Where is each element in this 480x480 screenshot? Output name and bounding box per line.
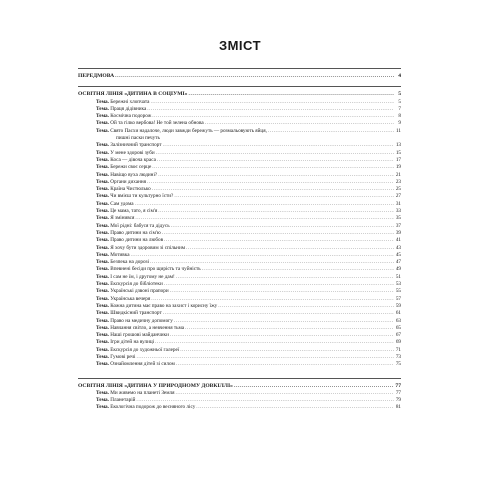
dot-leader (234, 383, 394, 390)
toc-entry-label: Право на медичну допомогу (110, 317, 173, 324)
toc-section-heading (78, 91, 401, 98)
toc-entry-label: Свято Пасхи надалоче, люди завжди бережуть — розмальовують яйця, (110, 127, 267, 134)
toc-entry-label: І сам не їм, і другому не дам! (110, 273, 175, 280)
toc-entry-prefix: Тема. (96, 288, 109, 295)
toc-entry-label: Швидкісний транспорт (110, 310, 162, 317)
dot-leader (174, 318, 394, 325)
toc-entry (78, 325, 401, 332)
toc-entry-label: Бережні хлопчата (110, 98, 150, 105)
toc-entry (78, 288, 401, 295)
toc-entry-page: 77 (395, 389, 401, 396)
dot-leader (135, 215, 394, 222)
toc-entry-label: Праця дідівника (110, 105, 147, 112)
toc-entry-page: 47 (395, 259, 401, 266)
toc-entry-prefix: Тема. (96, 266, 109, 273)
toc-entry-prefix: Тема. (96, 193, 109, 200)
dot-leader (164, 281, 394, 288)
toc-entry-prefix: Тема. (96, 397, 109, 404)
toc-entry-prefix: Тема. (96, 149, 109, 156)
toc-section-label: ОСВІТНЯ ЛІНІЯ «ДИТИНА В СОЦІУМІ» (78, 91, 188, 98)
toc-entry (78, 128, 401, 135)
toc-entry (78, 99, 401, 106)
table-of-contents (78, 68, 401, 412)
toc-entry-prefix: Тема. (96, 171, 109, 178)
toc-entry-prefix: Тема. (96, 346, 109, 353)
dot-leader (162, 230, 394, 237)
dot-leader (151, 99, 395, 106)
toc-entry (78, 397, 401, 404)
toc-entry-prefix: Тема. (96, 237, 109, 244)
toc-entry-page: 4 (398, 73, 401, 79)
section2-entries (78, 390, 401, 412)
toc-entry-prefix: Тема. (96, 142, 109, 149)
toc-entry-label: Впевнені бесіди про щирість та чуйність (110, 266, 201, 273)
toc-entry-prefix: Тема. (96, 156, 109, 163)
dot-leader (170, 288, 394, 295)
dot-leader (185, 325, 394, 332)
toc-entry-prefix: Тема. (96, 120, 109, 127)
toc-entry-page: 61 (395, 310, 401, 317)
toc-entry-page: 65 (395, 324, 401, 331)
dot-leader (171, 223, 394, 230)
toc-entry-page: 57 (395, 295, 401, 302)
toc-entry-page: 15 (395, 149, 401, 156)
toc-entry-preface (78, 73, 401, 80)
dot-leader (157, 157, 394, 164)
toc-entry-label: Це мама, тато, я сім'я (110, 208, 158, 215)
toc-entry (78, 135, 401, 142)
toc-entry-prefix: Тема. (96, 222, 109, 229)
toc-entry-page: 67 (395, 332, 401, 339)
toc-entry-prefix: Тема. (96, 164, 109, 171)
dot-leader (164, 237, 394, 244)
toc-entry (78, 245, 401, 252)
toc-entry (78, 164, 401, 171)
toc-entry-page: 25 (395, 186, 401, 193)
toc-entry (78, 120, 401, 127)
dot-leader (152, 186, 394, 193)
dot-leader (131, 252, 395, 259)
toc-entry-page: 69 (395, 339, 401, 346)
toc-section-label: ОСВІТНЯ ЛІНІЯ «ДИТИНА У ПРИРОДНОМУ ДОВКІЛЛІ» (78, 382, 233, 389)
toc-entry-page: 43 (395, 244, 401, 251)
dot-leader (180, 347, 394, 354)
toc-entry-page: 79 (395, 397, 401, 404)
toc-entry (78, 281, 401, 288)
dot-leader (163, 310, 394, 317)
toc-entry-label: Космічна подорож (110, 113, 152, 120)
toc-section-page: 5 (398, 91, 401, 98)
toc-entry (78, 106, 401, 113)
toc-entry-prefix: Тема. (96, 310, 109, 317)
toc-entry-page: 17 (395, 156, 401, 163)
toc-entry-label: Екскурсія до бібліотеки (110, 281, 163, 288)
toc-entry-page: 19 (395, 164, 401, 171)
dot-leader (150, 259, 394, 266)
toc-entry-label: Екскурсія до художньої галереї (110, 346, 180, 353)
toc-entry (78, 310, 401, 317)
toc-entry-label: Залізничний транспорт (110, 142, 162, 149)
toc-entry-label: пишні паски печуть (116, 135, 160, 142)
toc-entry-page: 21 (395, 171, 401, 178)
dot-leader (205, 120, 394, 127)
dot-leader (170, 332, 394, 339)
toc-entry-page: 55 (395, 288, 401, 295)
toc-entry-label: Коса — дівоча краса (110, 156, 156, 163)
toc-entry-page: 45 (395, 251, 401, 258)
toc-entry-page: 27 (395, 193, 401, 200)
dot-leader (218, 303, 394, 310)
toc-entry-prefix: Тема. (96, 105, 109, 112)
toc-entry-label: Гумові речі (110, 353, 136, 360)
toc-entry-page: 49 (395, 266, 401, 273)
dot-leader (158, 172, 394, 179)
toc-entry (78, 215, 401, 222)
toc-entry-label: Бережи своє серце (110, 164, 152, 171)
toc-entry-label: Країна Чистюлько (110, 186, 151, 193)
toc-entry-label: Екологічна подорож до весняного лісу (110, 404, 196, 411)
dot-leader (175, 390, 394, 397)
toc-entry-page: 71 (395, 346, 401, 353)
toc-entry-prefix: Тема. (96, 251, 109, 258)
toc-entry-page: 81 (395, 404, 401, 411)
toc-entry (78, 186, 401, 193)
toc-entry-label: Ігри дітей на вулиці (110, 339, 155, 346)
dot-leader (147, 106, 394, 113)
toc-entry (78, 223, 401, 230)
toc-entry-label: Ознайомлення дітей зі силом (110, 361, 175, 368)
dot-leader (147, 179, 394, 186)
toc-entry-page: 59 (395, 302, 401, 309)
toc-entry-page: 73 (395, 353, 401, 360)
dot-leader (152, 113, 394, 120)
dot-leader (136, 354, 394, 361)
dot-leader (163, 142, 394, 149)
dot-leader (152, 164, 394, 171)
toc-entry-page: 63 (395, 317, 401, 324)
toc-entry-prefix: Тема. (96, 200, 109, 207)
dot-leader (136, 397, 394, 404)
dot-leader (156, 150, 394, 157)
dot-leader (176, 361, 394, 368)
dot-leader (158, 208, 394, 215)
dot-leader (268, 128, 394, 135)
toc-entry-label: Українська вечеря (110, 295, 151, 302)
toc-entry-prefix: Тема. (96, 259, 109, 266)
page-title: ЗМІСТ (218, 38, 262, 53)
toc-entry (78, 142, 401, 149)
toc-entry-label: Я змінився (110, 215, 135, 222)
toc-entry-label: Органи дихання (110, 178, 147, 185)
toc-entry (78, 339, 401, 346)
toc-entry-page: 7 (398, 105, 401, 112)
toc-entry-prefix: Тема. (96, 229, 109, 236)
toc-entry (78, 201, 401, 208)
toc-entry (78, 208, 401, 215)
dot-leader (135, 201, 394, 208)
toc-entry-label: У мене здорові зуби (110, 149, 155, 156)
toc-entry (78, 113, 401, 120)
toc-entry-label: Навчання світло, а невчення тьма (110, 324, 185, 331)
toc-section-page: 77 (395, 382, 401, 389)
toc-entry-page: 39 (395, 229, 401, 236)
toc-entry (78, 318, 401, 325)
toc-entry-label: Навіщо вуха людині? (110, 171, 158, 178)
toc-entry-prefix: Тема. (96, 389, 109, 396)
toc-entry-label: Безпека на дорозі (110, 259, 150, 266)
toc-entry-page: 33 (395, 208, 401, 215)
toc-entry-prefix: Тема. (96, 186, 109, 193)
toc-entry-prefix: Тема. (96, 273, 109, 280)
toc-entry-label: ПЕРЕДМОВА (78, 73, 115, 79)
toc-entry-prefix: Тема. (96, 332, 109, 339)
toc-entry-page: 11 (396, 127, 401, 134)
toc-entry-page: 5 (398, 98, 401, 105)
toc-entry (78, 172, 401, 179)
toc-entry (78, 237, 401, 244)
toc-entry-page: 35 (395, 215, 401, 222)
toc-entry-page: 9 (398, 120, 401, 127)
toc-entry-prefix: Тема. (96, 295, 109, 302)
toc-entry-prefix: Тема. (96, 215, 109, 222)
toc-entry-label: Право дитини на любов (110, 237, 164, 244)
dot-leader (155, 339, 394, 346)
toc-entry-label: Українські дзвоні прапори (110, 288, 169, 295)
toc-entry-label: Наші грошові майданчики (110, 332, 169, 339)
toc-entry (78, 390, 401, 397)
toc-entry-page: 13 (395, 142, 401, 149)
toc-entry-prefix: Тема. (96, 98, 109, 105)
toc-entry (78, 259, 401, 266)
toc-entry-prefix: Тема. (96, 127, 109, 134)
toc-entry-prefix: Тема. (96, 281, 109, 288)
dot-leader (202, 266, 394, 273)
toc-entry (78, 361, 401, 368)
toc-entry (78, 332, 401, 339)
toc-entry-label: Мої рідні: бабуся та дідусь (110, 222, 170, 229)
toc-entry-label: Я хочу бути здоровим зі спільним (110, 244, 186, 251)
toc-entry-label: Чи вмієш ти культурно їсти? (110, 193, 174, 200)
toc-section-heading (78, 383, 401, 390)
toc-entry (78, 347, 401, 354)
toc-entry-page: 41 (395, 237, 401, 244)
toc-entry-page: 53 (395, 281, 401, 288)
toc-entry (78, 150, 401, 157)
toc-entry (78, 266, 401, 273)
toc-entry-label: Мотивка (110, 251, 130, 258)
toc-entry-label: Планетарій (110, 397, 136, 404)
toc-entry (78, 157, 401, 164)
toc-entry-page: 8 (398, 113, 401, 120)
dot-leader (196, 404, 394, 411)
toc-entry-page: 23 (395, 178, 401, 185)
toc-entry-prefix: Тема. (96, 404, 109, 411)
toc-entry (78, 252, 401, 259)
toc-entry (78, 404, 401, 411)
toc-entry (78, 296, 401, 303)
dot-leader (186, 245, 394, 252)
toc-entry-page: 75 (395, 361, 401, 368)
dot-leader (115, 73, 394, 80)
toc-entry-prefix: Тема. (96, 339, 109, 346)
toc-entry-page: 31 (395, 200, 401, 207)
toc-entry (78, 303, 401, 310)
dot-leader (174, 193, 394, 200)
toc-entry (78, 179, 401, 186)
dot-leader (151, 296, 394, 303)
toc-entry (78, 274, 401, 281)
toc-entry (78, 193, 401, 200)
toc-entry-page: 51 (395, 273, 401, 280)
dot-leader (188, 91, 394, 98)
section1-entries (78, 99, 401, 369)
toc-entry-prefix: Тема. (96, 324, 109, 331)
toc-entry-page: 37 (395, 222, 401, 229)
toc-entry-prefix: Тема. (96, 302, 109, 309)
toc-entry (78, 230, 401, 237)
toc-entry-prefix: Тема. (96, 244, 109, 251)
toc-entry-prefix: Тема. (96, 178, 109, 185)
toc-entry-label: Ой та гілко вербова! Не той зелена обнова (110, 120, 204, 127)
toc-entry-label: Сам удома (110, 200, 134, 207)
toc-entry-prefix: Тема. (96, 317, 109, 324)
toc-entry-label: Право дитини на сім'ю (110, 229, 161, 236)
toc-entry-prefix: Тема. (96, 361, 109, 368)
toc-entry-label: Ми живемо на планеті Земля (110, 389, 175, 396)
toc-entry-prefix: Тема. (96, 113, 109, 120)
toc-entry (78, 354, 401, 361)
toc-entry-prefix: Тема. (96, 208, 109, 215)
dot-leader (176, 274, 394, 281)
toc-entry-prefix: Тема. (96, 353, 109, 360)
toc-entry-label: Кожна дитина має право на захист і корисну їжу (110, 302, 218, 309)
